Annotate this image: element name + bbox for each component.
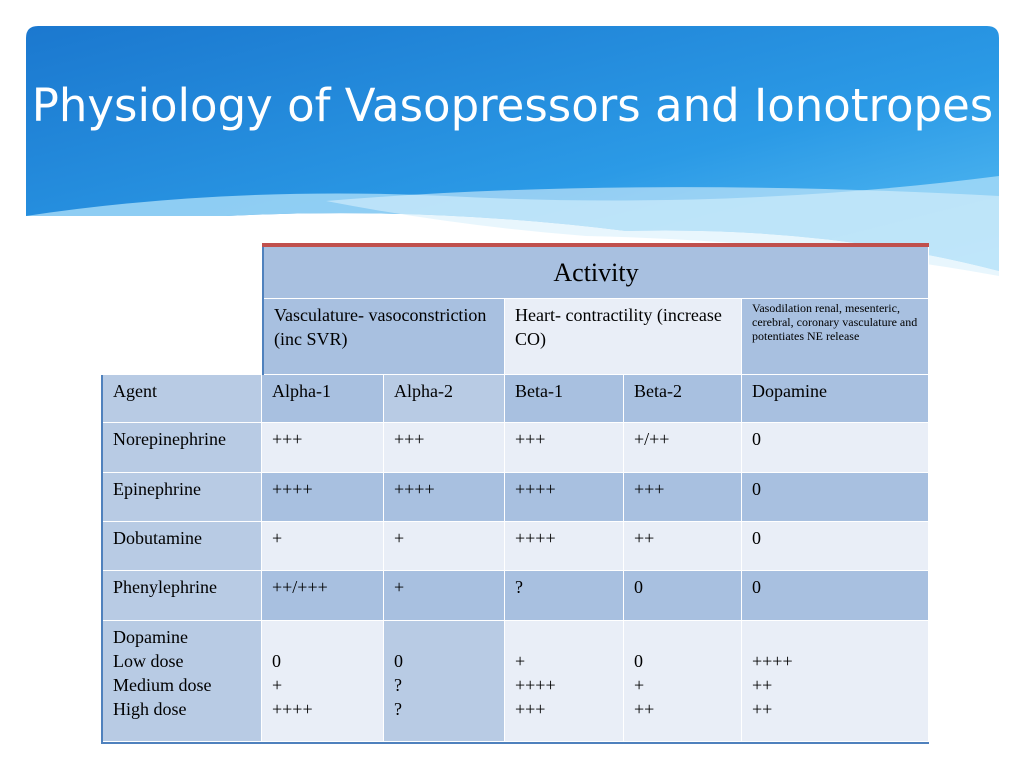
table-cell: ++++: [505, 522, 624, 571]
group-heart: Heart- contractility (increase CO): [505, 299, 742, 375]
table-row-agent: [103, 621, 262, 742]
slide-title: Physiology of Vasopressors and Ionotropes: [31, 79, 994, 132]
table-cell: 0: [624, 571, 742, 621]
column-header-alpha1: Alpha-1: [262, 375, 384, 423]
cell-value: 0: [272, 651, 281, 671]
table-row-agent: Epinephrine: [103, 473, 262, 522]
table-edge: [101, 742, 929, 744]
table-cell: ++/+++: [262, 571, 384, 621]
table-cell: ?: [505, 571, 624, 621]
table-cell: +++: [384, 423, 505, 473]
cell-value: +: [272, 675, 283, 695]
medium-dose-label: Medium dose: [113, 675, 212, 695]
table-cell: [624, 621, 742, 742]
table-cell: [742, 621, 929, 742]
table-row-agent: Dobutamine: [103, 522, 262, 571]
cell-value: +: [634, 675, 645, 695]
table-cell: ++++: [384, 473, 505, 522]
cell-value: ++: [752, 699, 773, 719]
cell-value: ++++: [752, 651, 793, 671]
low-dose-label: Low dose: [113, 651, 184, 671]
group-dopamine-note: Vasodilation renal, mesenteric, cerebral, coronary vasculature and potentiates NE release: [742, 299, 929, 375]
column-header-dopamine: Dopamine: [742, 375, 929, 423]
cell-value: ++++: [515, 675, 556, 695]
cell-value: ++++: [272, 699, 313, 719]
table-cell: 0: [742, 522, 929, 571]
cell-value: 0: [634, 651, 643, 671]
cell-value: 0: [394, 651, 403, 671]
table-cell: [384, 621, 505, 742]
table-row-agent: Norepinephrine: [103, 423, 262, 473]
column-header-beta1: Beta-1: [505, 375, 624, 423]
table-cell: +++: [505, 423, 624, 473]
table-cell: +/++: [624, 423, 742, 473]
table-cell: [505, 621, 624, 742]
table-cell: 0: [742, 571, 929, 621]
table-cell: ++++: [262, 473, 384, 522]
table-cell: 0: [742, 423, 929, 473]
cell-value: +: [515, 651, 526, 671]
cell-value: ?: [394, 675, 402, 695]
table-cell: 0: [742, 473, 929, 522]
table-cell: +++: [624, 473, 742, 522]
table-cell: [262, 621, 384, 742]
column-header-agent: Agent: [103, 375, 262, 423]
column-header-alpha2: Alpha-2: [384, 375, 505, 423]
cell-value: ?: [394, 699, 402, 719]
table-cell: ++: [624, 522, 742, 571]
table-cell: +: [384, 571, 505, 621]
table-edge: [101, 375, 103, 744]
high-dose-label: High dose: [113, 699, 187, 719]
table-row-agent: Phenylephrine: [103, 571, 262, 621]
column-header-beta2: Beta-2: [624, 375, 742, 423]
activity-header: Activity: [264, 247, 929, 299]
dopamine-label: Dopamine: [113, 627, 188, 647]
cell-value: ++: [634, 699, 655, 719]
table-cell: +++: [262, 423, 384, 473]
table-cell: +: [262, 522, 384, 571]
group-vasculature: Vasculature- vasoconstriction (inc SVR): [264, 299, 505, 375]
cell-value: ++: [752, 675, 773, 695]
cell-value: +++: [515, 699, 546, 719]
table-cell: +: [384, 522, 505, 571]
table-cell: ++++: [505, 473, 624, 522]
